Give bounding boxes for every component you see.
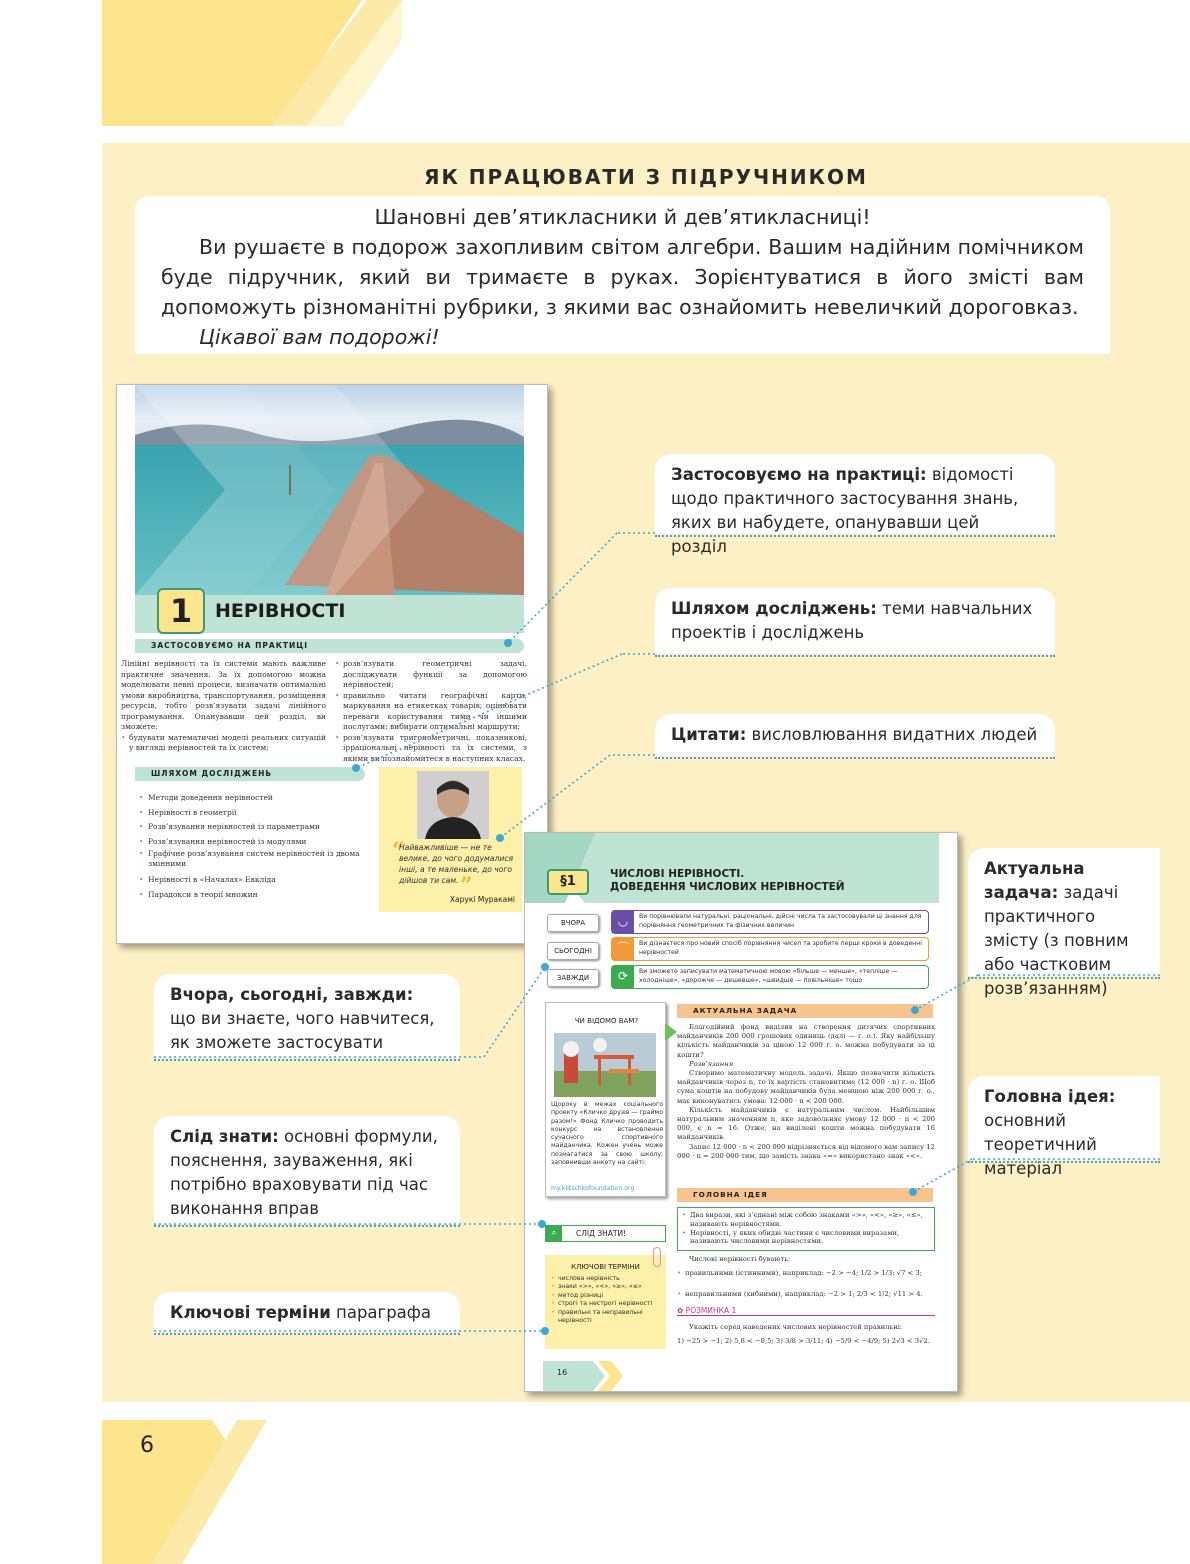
callout-title: Актуальна задача: [984, 859, 1085, 902]
task-solution-label: Розв’язання [689, 1059, 734, 1068]
textbook-page-section [524, 832, 958, 1392]
practice-right-item: • правильно читати географічні карти, маркування на етикетках товарів; оцінювати переваги користування тими чи іншими послугами; вибирати оптимальні маршрути; [335, 690, 527, 731]
idea-after-block [677, 1255, 935, 1299]
callout-text: що ви знаєте, чого навчитеся, як зможете застосувати [170, 1009, 435, 1052]
did-you-know-card [545, 1002, 666, 1197]
callout-title: Слід знати: [170, 1127, 279, 1146]
tab-yesterday[interactable]: ВЧОРА [547, 914, 599, 932]
list-item: • Нерівності в «Началах» Евкліда [139, 875, 276, 884]
key-terms-list [551, 1275, 663, 1325]
did-you-know-title: ЧИ ВІДОМО ВАМ? [574, 1017, 639, 1025]
callout-text: теми навчальних проектів і досліджень [671, 599, 1033, 642]
task-solution-1: Створимо математичну модель задачі. Якщо позначити кількість майданчиків через n, то їх вартість становитиме (12 000 · n) г. о. Щоб сума коштів на побудову майданчиків була меншою ніж 200 000 г. о., має виконуватись умова: 12 000 · n < 200 000. [677, 1069, 935, 1105]
did-you-know-text: Щороку в межах соціального проекту «Кличко друзів — граймо разом!» Фонд Кличко проводить конкурс на встановлення сучасного спортивного майданчика. Кожен учень може позмагатися за свою школу, заповнивши анкету на сайті: [551, 1101, 663, 1167]
idea-after: Числові нерівності бувають: [689, 1255, 791, 1263]
key-terms-title: КЛЮЧОВІ ТЕРМІНИ [571, 1263, 640, 1271]
list-item: • Парадокси в теорії множин [139, 889, 258, 899]
task-header-label: АКТУАЛЬНА ЗАДАЧА [693, 1006, 798, 1015]
practice-left-text: Лінійні нерівності та їх системи мають важливе практичне значення. За їх допомогою можна моделювати певні процеси, визначати оптимальні умови виробництва, транспортування, розміщення ресурсів, тобто розв’язувати задачі лінійного програмування. Опанувавши цей розділ, ви зможете: [121, 659, 326, 731]
task-header [677, 1004, 933, 1018]
list-item: • Графічне розв’язування систем нерівностей із двома змінними [139, 849, 360, 868]
callout-text: основний теоретичний матеріал [984, 1111, 1097, 1178]
list-item: • Розв’язування нерівностей із модулями [139, 836, 307, 846]
callout-text: параграфа [336, 1303, 432, 1322]
intro-box [135, 196, 1110, 354]
list-item: • Методи доведення нерівностей [139, 793, 273, 802]
task-solution-2: Кількість майданчиків є натуральним числом. Найбільшим натуральним значенням n, яке задовольняє умову 12 000 · n < 200 000, є n = 16. Отже, на виділені кошти можна побудувати 16 майданчиків. [677, 1105, 935, 1142]
tab-text: Ви дізнаєтеся про новий спосіб порівняння чисел та зробите перші кроки в доведенні нерівностей [639, 940, 922, 956]
key-terms-note [545, 1255, 666, 1349]
tab-always[interactable]: ЗАВЖДИ [547, 969, 599, 987]
bottom-decoration [102, 1420, 282, 1564]
practice-right-column [335, 659, 527, 764]
task-body [677, 1023, 935, 1161]
warmup-items: 1) −25 > −1; 2) 5,8 < −8,5; 3) 3/8 > 3/11; 4) −5/9 < −4/9; 5) 2√3 < 3√2. [677, 1337, 930, 1345]
tab-today[interactable]: СЬОГОДНІ [547, 942, 599, 960]
top-decoration [102, 0, 402, 126]
task-solution-3: Запис 12 000 · n < 200 000 відрізняється від відомого вам запису 12 000 · n = 200 000 тим, що замість знака «=» використано знак «<». [677, 1142, 935, 1160]
section-title-line-1: ЧИСЛОВІ НЕРІВНОСТІ. [610, 868, 745, 880]
playground-photo [554, 1033, 656, 1097]
practice-right-item: • розв’язувати тригонометричні, показникові, ірраціональні нерівності та їх системи, з якими ви познайомитеся в наступних класах. [335, 732, 527, 763]
section-number-box: §1 [547, 869, 589, 895]
tab-content-today [611, 937, 929, 961]
callout-idea [968, 1076, 1160, 1178]
textbook-page-chapter [116, 384, 548, 944]
author-photo [417, 771, 489, 839]
list-item: • строгі та нестрогі нерівності [551, 1300, 653, 1308]
practice-header-label: ЗАСТОСОВУЄМО НА ПРАКТИЦІ [151, 641, 309, 650]
list-item: • Нерівності в геометрії [139, 807, 237, 817]
tab-content-always [611, 965, 929, 989]
smile-icon: ◡ [612, 911, 634, 933]
know-label-box [545, 1225, 666, 1242]
section-title-line-2: ДОВЕДЕННЯ ЧИСЛОВИХ НЕРІВНОСТЕЙ [610, 881, 845, 893]
did-you-know-arrow [665, 1023, 677, 1041]
quote-open-icon: “ [392, 838, 405, 864]
intro-paragraph: Ви рушаєте в подорож захопливим світом алгебри. Вашим надійним помічником буде підручник, який ви тримаєте в руках. Зорієнтуватися в його змісті вам допоможуть різноманітні рубрики, з якими вас ознайомить невеличкий дороговказ. [161, 235, 1084, 319]
list-item: • знаки «>», «<», «≥», «≤» [551, 1283, 642, 1291]
intro-wish: Цікавої вам подорожі! [199, 325, 440, 349]
paperclip-icon [653, 1247, 661, 1267]
callout-quotes [655, 714, 1055, 756]
callout-text: задачі практичного змісту (з повним або частковим розв’язанням) [984, 883, 1129, 998]
idea-header [677, 1188, 933, 1202]
idea-true: • правильними (істинними), наприклад: −2 > −4; 1/2 > 1/3; √7 < 3; [677, 1269, 923, 1277]
idea-false: • неправильними (хибними), наприклад: −2 > 1; 2/3 < 1/2; √11 > 4. [677, 1290, 923, 1298]
callout-title: Вчора, сьогодні, завжди: [170, 985, 414, 1004]
callout-terms [154, 1292, 460, 1332]
callout-task [968, 848, 1160, 998]
warmup-label-text: РОЗМИНКА 1 [685, 1306, 737, 1315]
know-label: СЛІД ЗНАТИ! [576, 1229, 627, 1238]
list-item: • Розв’язування нерівностей із параметрами [139, 822, 320, 831]
research-header-label: ШЛЯХОМ ДОСЛІДЖЕНЬ [151, 769, 273, 778]
bridge-icon: ⌒ [612, 938, 634, 960]
callout-title: Цитати: [671, 725, 747, 744]
idea-box [677, 1207, 935, 1251]
page-footer-band [543, 1361, 623, 1391]
practice-left-column [121, 659, 326, 754]
tab-content-yesterday [611, 910, 929, 934]
tab-text: Ви порівнювали натуральні, раціональні, дійсні числа та застосовували ці знання для порівняння геометричних та фізичних величин [639, 913, 922, 929]
section-title [610, 868, 845, 894]
idea-header-label: ГОЛОВНА ІДЕЯ [693, 1190, 768, 1199]
chapter-title: НЕРІВНОСТІ [215, 600, 346, 622]
list-item: • Нерівності, у яких обидві частини є числовими виразами, називають числовими нерівностями. [682, 1228, 900, 1246]
callout-text: основні формули, пояснення, зауваження, які потрібно враховувати під час виконання вправ [170, 1127, 438, 1218]
callout-know [154, 1116, 460, 1224]
page-title: ЯК ПРАЦЮВАТИ З ПІДРУЧНИКОМ [424, 165, 868, 189]
practice-header [135, 639, 524, 653]
list-item: • правильні та неправильні нерівності [551, 1308, 643, 1325]
callout-text: висловлювання видатних людей [751, 725, 1038, 744]
list-item: • числова нерівність [551, 1275, 620, 1282]
practice-left-bullet: • будувати математичні моделі реальних ситуацій у вигляді нерівностей та їх систем; [121, 732, 326, 752]
search-icon: ⌕ [546, 1226, 562, 1241]
task-text: Благодійний фонд виділив на створення дитячих спортивних майданчиків 200 000 грошових одиниць (далі — г. о.). Яку найбільшу кількість майданчиків за ціною 12 000 г. о. можна побудувати за ці кошти? [677, 1023, 935, 1059]
cycle-icon: ⟳ [612, 966, 634, 988]
quote-close-icon: ” [460, 873, 473, 899]
quote-text: Найважливіше — не те велике, до чого додумалися інші, а те маленьке, до чого дійшов ти сам. [399, 843, 514, 885]
callout-title: Ключові терміни [170, 1303, 331, 1322]
callout-practice [655, 454, 1055, 556]
callout-text: відомості щодо практичного застосування знань, яких ви набудете, опанувавши цей розділ [671, 465, 1019, 556]
quote-author: Харукі Муракамі [449, 895, 515, 904]
callout-yesterday [154, 974, 460, 1058]
callout-title: Шляхом досліджень: [671, 599, 877, 618]
research-header [135, 767, 365, 781]
list-item: • Два вирази, які з’єднані між собою знаками «>», «<», «≥», «≤», називають нерівностями. [682, 1211, 923, 1228]
chapter-number-box: 1 [157, 588, 205, 634]
pier-photo [135, 385, 524, 595]
page-number: 6 [140, 1433, 154, 1458]
page-number-inner: 16 [557, 1368, 568, 1377]
warmup-label [677, 1306, 935, 1316]
did-you-know-link[interactable]: my.klitschkofoundation.org [551, 1185, 635, 1192]
callout-title: Головна ідея: [984, 1087, 1116, 1106]
list-item: • метод різниці [551, 1291, 604, 1299]
practice-right-item: • розв’язувати геометричні задачі, досліджувати функції за допомогою нерівностей; [335, 659, 527, 689]
callout-research [655, 588, 1055, 654]
research-list [139, 791, 375, 902]
tab-text: Ви зможете записувати математичною мовою «більше — менше», «тепліше — холодніше», «дорожче — дешевше», «швидше — повільніше» тощо [639, 968, 898, 984]
callout-title: Застосовуємо на практиці: [671, 465, 927, 484]
warmup-text: Укажіть серед наведених числових нерівностей правильні: [689, 1323, 903, 1331]
flower-icon: ✿ [677, 1306, 686, 1315]
intro-greeting: Шановні дев’ятикласники й дев’ятикласниці! [374, 205, 871, 229]
